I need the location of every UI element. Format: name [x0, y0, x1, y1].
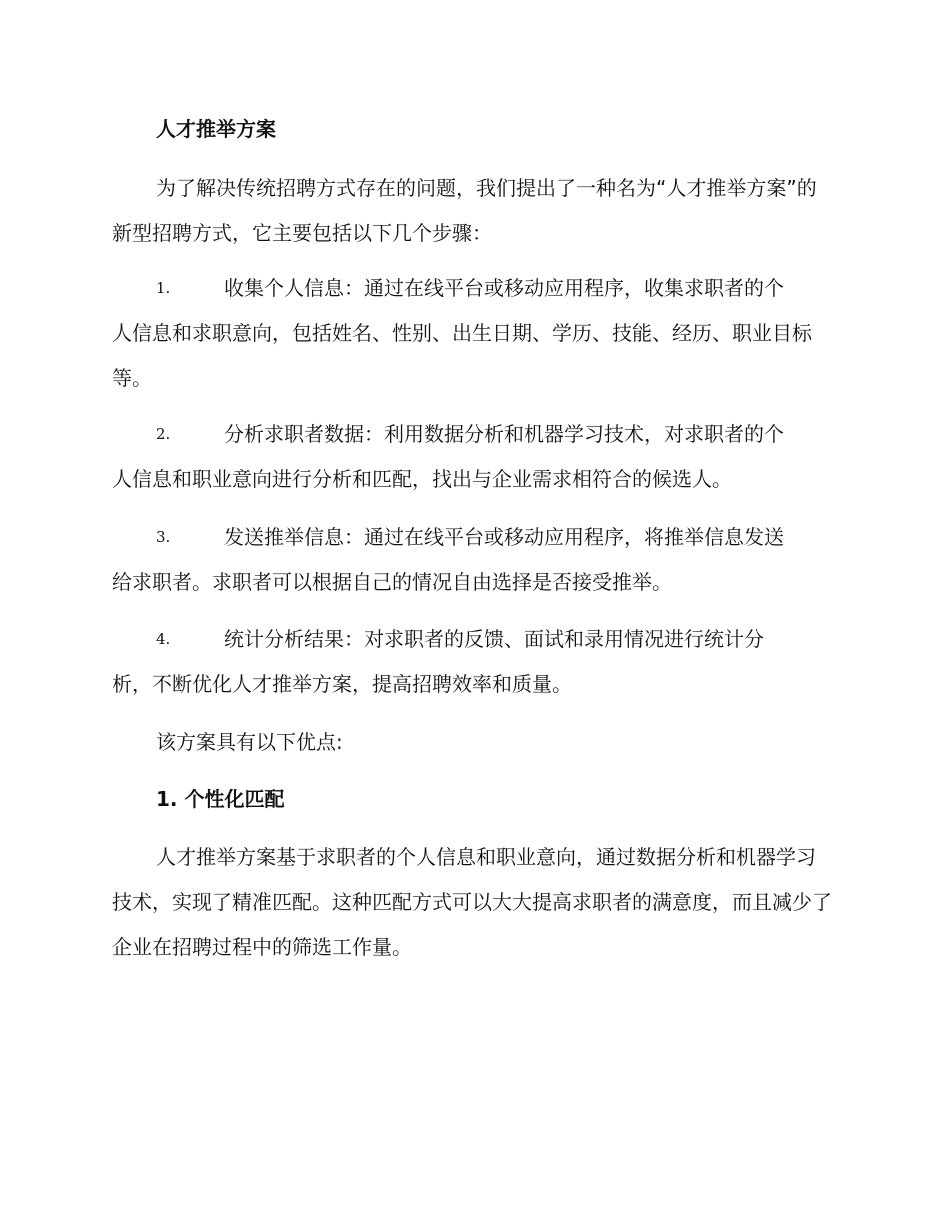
list-item-text-continued: 人信息和职业意向进行分析和匹配，找出与企业需求相符合的候选人。: [112, 467, 732, 491]
list-item-text: 收集个人信息：通过在线平台或移动应用程序，收集求职者的个: [224, 276, 784, 300]
list-item-text-continued: 给求职者。求职者可以根据自己的情况自由选择是否接受推举。: [112, 570, 672, 594]
list-item-text: 统计分析结果：对求职者的反馈、面试和录用情况进行统计分: [224, 627, 764, 651]
intro-paragraph: 为了解决传统招聘方式存在的问题，我们提出了一种名为“人才推举方案”的新型招聘方式，它主要包括以下几个步骤：: [112, 176, 817, 245]
list-item-text-continued: 析，不断优化人才推举方案，提高招聘效率和质量。: [112, 672, 572, 696]
section-body: 人才推举方案基于求职者的个人信息和职业意向，通过数据分析和机器学习技术，实现了精准匹配。这种匹配方式可以大大提高求职者的满意度，而且减少了企业在招聘过程中的筛选工作量。: [112, 845, 832, 959]
list-item-text: 分析求职者数据：利用数据分析和机器学习技术，对求职者的个: [224, 422, 784, 446]
list-item-text-continued: 人信息和求职意向，包括姓名、性别、出生日期、学历、技能、经历、职业目标等。: [112, 321, 812, 390]
list-item-number: 3.: [156, 528, 171, 546]
section-heading: 1. 个性化匹配: [156, 787, 285, 811]
list-item: [112, 412, 834, 502]
list-item: [112, 617, 834, 707]
list-item-number: 4.: [156, 630, 171, 648]
list-item-number: 2.: [156, 425, 171, 443]
list-item-number: 1.: [156, 279, 171, 297]
list-item: [112, 515, 834, 605]
list-item-text: 发送推举信息：通过在线平台或移动应用程序，将推举信息发送: [224, 525, 784, 549]
list-item: [112, 266, 834, 401]
advantages-intro: 该方案具有以下优点:: [156, 730, 343, 754]
document-title: 人才推举方案: [156, 117, 276, 141]
